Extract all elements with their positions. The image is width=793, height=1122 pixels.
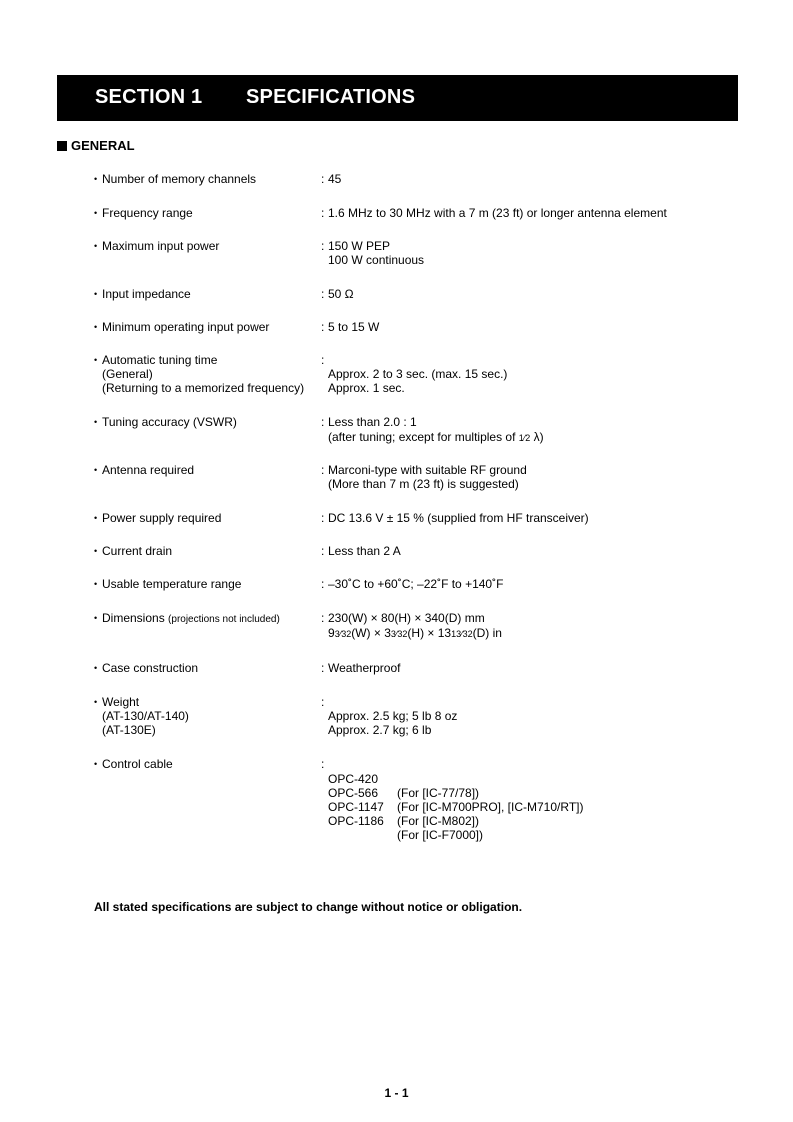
page-number: 1 - 1 — [384, 1086, 409, 1100]
cable-use: (For [IC-F7000]) — [397, 828, 484, 842]
footer-note: All stated specifications are subject to change without notice or obligation. — [94, 900, 523, 914]
cable-use: (For [IC-77/78]) — [397, 786, 480, 800]
spec-value: 5 to 15 W — [328, 320, 380, 334]
spec-label: Power supply required — [102, 511, 222, 525]
bullet-icon: • — [94, 241, 98, 251]
bullet-icon: • — [94, 174, 98, 184]
spec-value: 45 — [328, 172, 342, 186]
spec-value: Marconi-type with suitable RF ground — [328, 463, 527, 477]
bullet-icon: • — [94, 322, 98, 332]
spec-value: –30˚C to +60˚C; –22˚F to +140˚F — [328, 577, 504, 591]
spec-value-2: 100 W continuous — [328, 253, 425, 267]
spec-value-2: (after tuning; except for multiples of 1⁄2 λ) — [328, 430, 544, 444]
spec-label: Usable temperature range — [102, 577, 242, 591]
spec-label: Maximum input power — [102, 239, 220, 253]
spec-value-2: (More than 7 m (23 ft) is suggested) — [328, 477, 519, 491]
bullet-icon: • — [94, 579, 98, 589]
cable-name: OPC-566 — [328, 785, 379, 800]
spec-label: Control cable — [102, 757, 173, 771]
bullet-icon: • — [94, 663, 98, 673]
cable-use: (For [IC-M802]) — [397, 814, 480, 828]
spec-sublabel: (AT-130/AT-140) — [102, 709, 189, 723]
spec-sublabel: (AT-130E) — [102, 723, 156, 737]
spec-value-2: 93⁄32(W) × 33⁄32(H) × 1313⁄32(D) in — [328, 626, 502, 640]
spec-sublabel: (Returning to a memorized frequency) — [102, 381, 305, 395]
spec-label: Weight — [102, 695, 140, 709]
spec-value: DC 13.6 V ± 15 % (supplied from HF transceiver) — [328, 511, 589, 525]
square-bullet-icon — [57, 141, 67, 151]
bullet-icon: • — [94, 513, 98, 523]
bullet-icon: • — [94, 417, 98, 427]
cable-name: OPC-1186 — [328, 813, 384, 828]
spec-value: 150 W PEP — [328, 239, 391, 253]
bullet-icon: • — [94, 613, 98, 623]
cable-name: OPC-420 — [328, 771, 379, 786]
spec-value: 1.6 MHz to 30 MHz with a 7 m (23 ft) or longer antenna element — [328, 206, 667, 220]
cable-use: (For [IC-M700PRO], [IC-M710/RT]) — [397, 800, 584, 814]
spec-label: Minimum operating input power — [102, 320, 270, 334]
spec-label: Case construction — [102, 661, 199, 675]
spec-label: Dimensions (projections not included) — [102, 611, 280, 625]
spec-subvalue: Approx. 2 to 3 sec. (max. 15 sec.) — [328, 367, 508, 381]
bullet-icon: • — [94, 465, 98, 475]
spec-sublabel: (General) — [102, 367, 153, 381]
bullet-icon: • — [94, 697, 98, 707]
bullet-icon: • — [94, 546, 98, 556]
section-title: SPECIFICATIONS — [246, 86, 416, 108]
spec-value: Less than 2.0 : 1 — [328, 415, 417, 429]
cable-name: OPC-1147 — [328, 799, 384, 814]
bullet-icon: • — [94, 289, 98, 299]
spec-label: Automatic tuning time — [102, 353, 218, 367]
section-header — [57, 75, 738, 121]
spec-label: Tuning accuracy (VSWR) — [102, 415, 237, 429]
spec-label: Input impedance — [102, 287, 191, 301]
spec-subvalue: Approx. 2.7 kg; 6 lb — [328, 723, 432, 737]
spec-label: Current drain — [102, 544, 173, 558]
spec-label: Frequency range — [102, 206, 193, 220]
bullet-icon: • — [94, 759, 98, 769]
section-number: SECTION 1 — [95, 86, 203, 108]
bullet-icon: • — [94, 208, 98, 218]
bullet-icon: • — [94, 355, 98, 365]
general-heading: GENERAL — [57, 138, 135, 153]
spec-subvalue: Approx. 2.5 kg; 5 lb 8 oz — [328, 709, 458, 723]
spec-subvalue: Approx. 1 sec. — [328, 381, 405, 395]
spec-value: Less than 2 A — [328, 544, 401, 558]
spec-value: 230(W) × 80(H) × 340(D) mm — [328, 611, 485, 625]
spec-label: Antenna required — [102, 463, 195, 477]
spec-label: Number of memory channels — [102, 172, 257, 186]
spec-value: Weatherproof — [328, 661, 401, 675]
spec-value: 50 Ω — [328, 287, 354, 301]
